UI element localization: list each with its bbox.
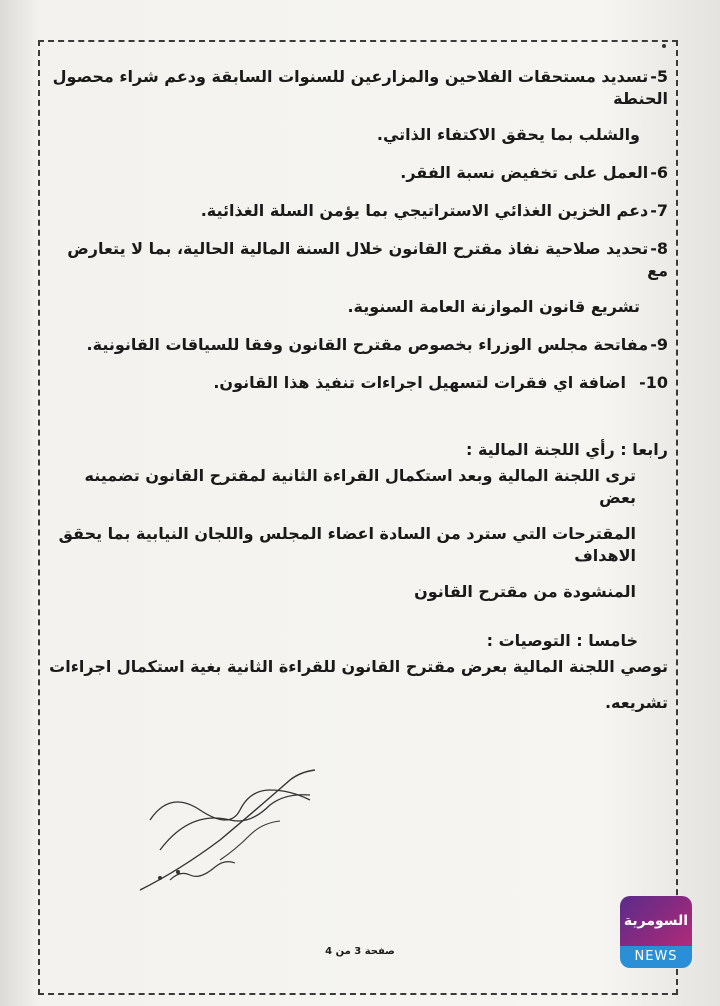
paragraph-line: المقترحات التي سترد من السادة اعضاء المجلس واللجان النيابية بما يحقق الاهداف bbox=[58, 524, 636, 565]
handwritten-signature bbox=[130, 760, 330, 910]
paragraph-line: توصي اللجنة المالية بعرض مقترح القانون للقراءة الثانية بغية استكمال اجراءات bbox=[49, 657, 668, 676]
list-item-6: 6-العمل على تخفيض نسبة الفقر. bbox=[400, 163, 668, 182]
list-item-5: 5-تسديد مستحقات الفلاحين والمزارعين للسنوات السابقة ودعم شراء محصول الحنطة والشلب بما يحقق الاكتفاء الذاتي. bbox=[52, 67, 668, 144]
section-4-heading: رابعا : رأي اللجنة المالية : bbox=[465, 440, 668, 459]
numbered-list bbox=[46, 66, 668, 394]
list-item-10: 10- اضافة اي فقرات لتسهيل اجراءات تنفيذ هذا القانون. bbox=[213, 373, 668, 392]
section-4-paragraph bbox=[46, 465, 668, 603]
section-5-paragraph bbox=[46, 656, 668, 714]
list-item-7: 7-دعم الخزين الغذائي الاستراتيجي بما يؤمن السلة الغذائية. bbox=[200, 201, 668, 220]
list-item-8: 8-تحديد صلاحية نفاذ مقترح القانون خلال السنة المالية الحالية، بما لا يتعارض مع تشريع قانون الموازنة العامة السنوية. bbox=[67, 239, 668, 316]
logo-name: السومرية bbox=[620, 896, 692, 946]
news-logo bbox=[620, 896, 692, 970]
paragraph-line: ترى اللجنة المالية وبعد استكمال القراءة الثانية لمقترح القانون تضمينه بعض bbox=[84, 466, 636, 507]
document-body bbox=[46, 66, 668, 728]
logo-news-tag: NEWS bbox=[620, 946, 692, 968]
paragraph-line: تشريعه. bbox=[604, 693, 668, 712]
section-5-heading: خامسا : التوصيات : bbox=[486, 631, 638, 650]
paragraph-line: المنشودة من مقترح القانون bbox=[414, 582, 636, 601]
page-number: صفحة 3 من 4 bbox=[325, 946, 395, 957]
list-item-9: 9-مفاتحة مجلس الوزراء بخصوص مقترح القانون وفقا للسياقات القانونية. bbox=[86, 335, 668, 354]
border-dot bbox=[662, 44, 666, 48]
